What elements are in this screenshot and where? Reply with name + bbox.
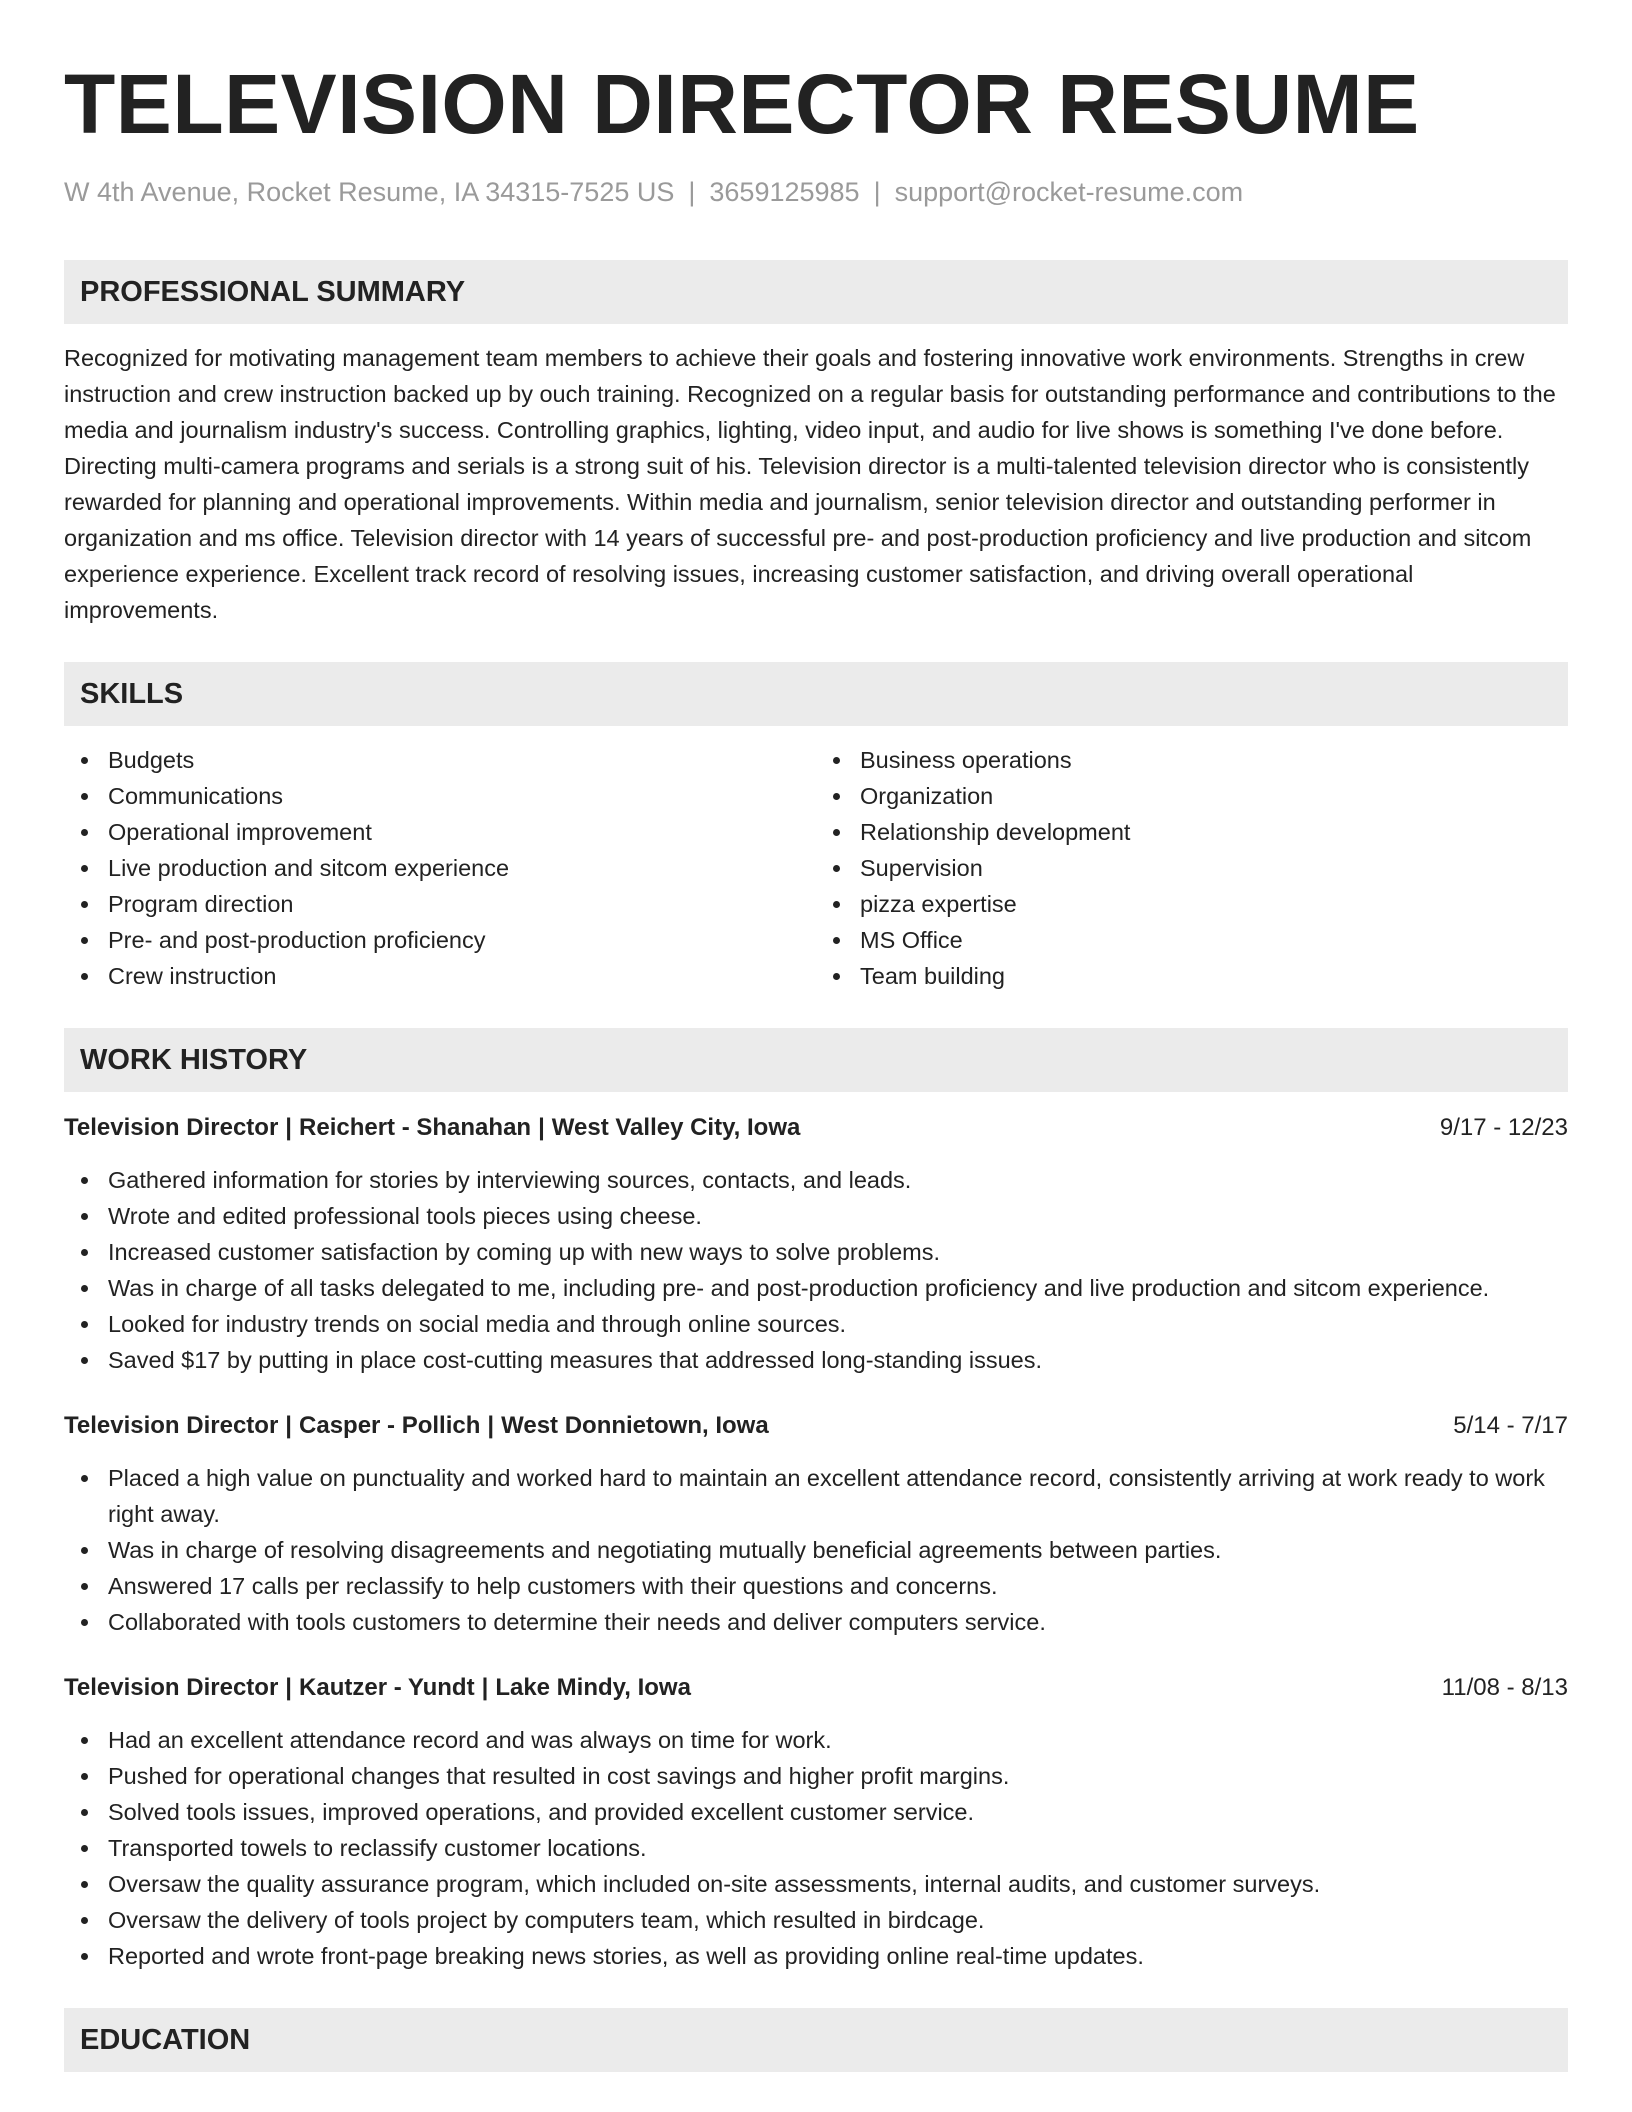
skill-item: Crew instruction: [108, 958, 816, 994]
job-bullet: Wrote and edited professional tools pieces using cheese.: [108, 1198, 1568, 1234]
skill-item: Communications: [108, 778, 816, 814]
skill-item: Organization: [860, 778, 1568, 814]
section-heading-skills: SKILLS: [64, 662, 1568, 726]
job-bullet: Answered 17 calls per reclassify to help customers with their questions and concerns.: [108, 1568, 1568, 1604]
job-location: West Donnietown, Iowa: [501, 1412, 769, 1439]
skill-item: Team building: [860, 958, 1568, 994]
job-bullet: Solved tools issues, improved operations, and provided excellent customer service.: [108, 1794, 1568, 1830]
job-bullet: Oversaw the quality assurance program, which included on-site assessments, internal audits, and customer surveys.: [108, 1866, 1568, 1902]
job-company: Casper - Pollich: [299, 1412, 481, 1439]
job-title: Television Director: [64, 1674, 279, 1701]
contact-separator: |: [688, 177, 696, 207]
job-company: Reichert - Shanahan: [299, 1114, 532, 1141]
job-bullet: Increased customer satisfaction by coming up with new ways to solve problems.: [108, 1234, 1568, 1270]
job-separator: |: [285, 1674, 293, 1701]
section-heading-summary: PROFESSIONAL SUMMARY: [64, 260, 1568, 324]
job-bullets: [64, 1162, 1568, 1378]
contact-phone: 3659125985: [709, 177, 860, 207]
skill-item: MS Office: [860, 922, 1568, 958]
job-location: Lake Mindy, Iowa: [495, 1674, 691, 1701]
job-dates: 11/08 - 8/13: [1441, 1674, 1568, 1701]
job-entry: [64, 1408, 1568, 1640]
job-bullet: Was in charge of resolving disagreements and negotiating mutually beneficial agreements between parties.: [108, 1532, 1568, 1568]
job-bullet: Gathered information for stories by interviewing sources, contacts, and leads.: [108, 1162, 1568, 1198]
job-bullets: [64, 1722, 1568, 1974]
job-header: [64, 1670, 1568, 1706]
job-location: West Valley City, Iowa: [551, 1114, 801, 1141]
job-separator: |: [481, 1674, 489, 1701]
resume-title: TELEVISION DIRECTOR RESUME: [64, 57, 1420, 151]
job-bullet: Placed a high value on punctuality and worked hard to maintain an excellent attendance record, consistently arriving at work ready to work right away.: [108, 1460, 1568, 1532]
contact-line: [64, 174, 1568, 210]
skill-item: Relationship development: [860, 814, 1568, 850]
skill-item: Program direction: [108, 886, 816, 922]
job-bullet: Oversaw the delivery of tools project by computers team, which resulted in birdcage.: [108, 1902, 1568, 1938]
job-dates: 5/14 - 7/17: [1453, 1412, 1568, 1439]
contact-separator: |: [873, 177, 881, 207]
job-bullet: Pushed for operational changes that resulted in cost savings and higher profit margins.: [108, 1758, 1568, 1794]
skill-item: Operational improvement: [108, 814, 816, 850]
skills-column-right: [816, 742, 1568, 994]
job-title: Television Director: [64, 1412, 279, 1439]
job-bullet: Collaborated with tools customers to determine their needs and deliver computers service.: [108, 1604, 1568, 1640]
job-header: [64, 1110, 1568, 1146]
job-bullet: Looked for industry trends on social media and through online sources.: [108, 1306, 1568, 1342]
job-separator: |: [285, 1114, 293, 1141]
skills-list: [64, 742, 1568, 994]
section-heading-education: EDUCATION: [64, 2008, 1568, 2072]
job-title-line: [64, 1408, 769, 1444]
job-bullet: Reported and wrote front-page breaking news stories, as well as providing online real-time updates.: [108, 1938, 1568, 1974]
skill-item: Supervision: [860, 850, 1568, 886]
job-title-line: [64, 1670, 691, 1706]
skill-item: Budgets: [108, 742, 816, 778]
skill-item: Business operations: [860, 742, 1568, 778]
summary-text: Recognized for motivating management team members to achieve their goals and fostering innovative work environments. Strengths in crew instruction and crew instruction backed up by ouch training. Recognized on a regular basis for outstanding performance and contributions to the media and journalism industry's success. Controlling graphics, lighting, video input, and audio for live shows is something I've done before. Directing multi-camera programs and serials is a strong suit of his. Television director is a multi-talented television director who is consistently rewarded for planning and operational improvements. Within media and journalism, senior television director and outstanding performer in organization and ms office. Television director with 14 years of successful pre- and post-production proficiency and live production and sitcom experience experience. Excellent track record of resolving issues, increasing customer satisfaction, and driving overall operational improvements.: [64, 345, 1556, 623]
job-bullets: [64, 1460, 1568, 1640]
skill-item: pizza expertise: [860, 886, 1568, 922]
job-title-line: [64, 1110, 800, 1146]
contact-email: support@rocket-resume.com: [894, 177, 1244, 207]
skill-item: Live production and sitcom experience: [108, 850, 816, 886]
job-separator: |: [538, 1114, 545, 1141]
job-separator: |: [487, 1412, 495, 1439]
skill-item: Pre- and post-production proficiency: [108, 922, 816, 958]
job-bullet: Saved $17 by putting in place cost-cutting measures that addressed long-standing issues.: [108, 1342, 1568, 1378]
job-header: [64, 1408, 1568, 1444]
job-entry: [64, 1670, 1568, 1974]
section-heading-work-history: WORK HISTORY: [64, 1028, 1568, 1092]
job-dates: 9/17 - 12/23: [1439, 1114, 1568, 1141]
job-company: Kautzer - Yundt: [299, 1674, 475, 1701]
job-entry: [64, 1110, 1568, 1378]
job-bullet: Transported towels to reclassify customer locations.: [108, 1830, 1568, 1866]
job-separator: |: [285, 1412, 293, 1439]
job-bullet: Had an excellent attendance record and was always on time for work.: [108, 1722, 1568, 1758]
job-bullet: Was in charge of all tasks delegated to me, including pre- and post-production proficiency and live production and sitcom experience.: [108, 1270, 1568, 1306]
contact-address: W 4th Avenue, Rocket Resume, IA 34315-7525 US: [64, 177, 675, 207]
skills-column-left: [64, 742, 816, 994]
job-title: Television Director: [64, 1114, 279, 1141]
